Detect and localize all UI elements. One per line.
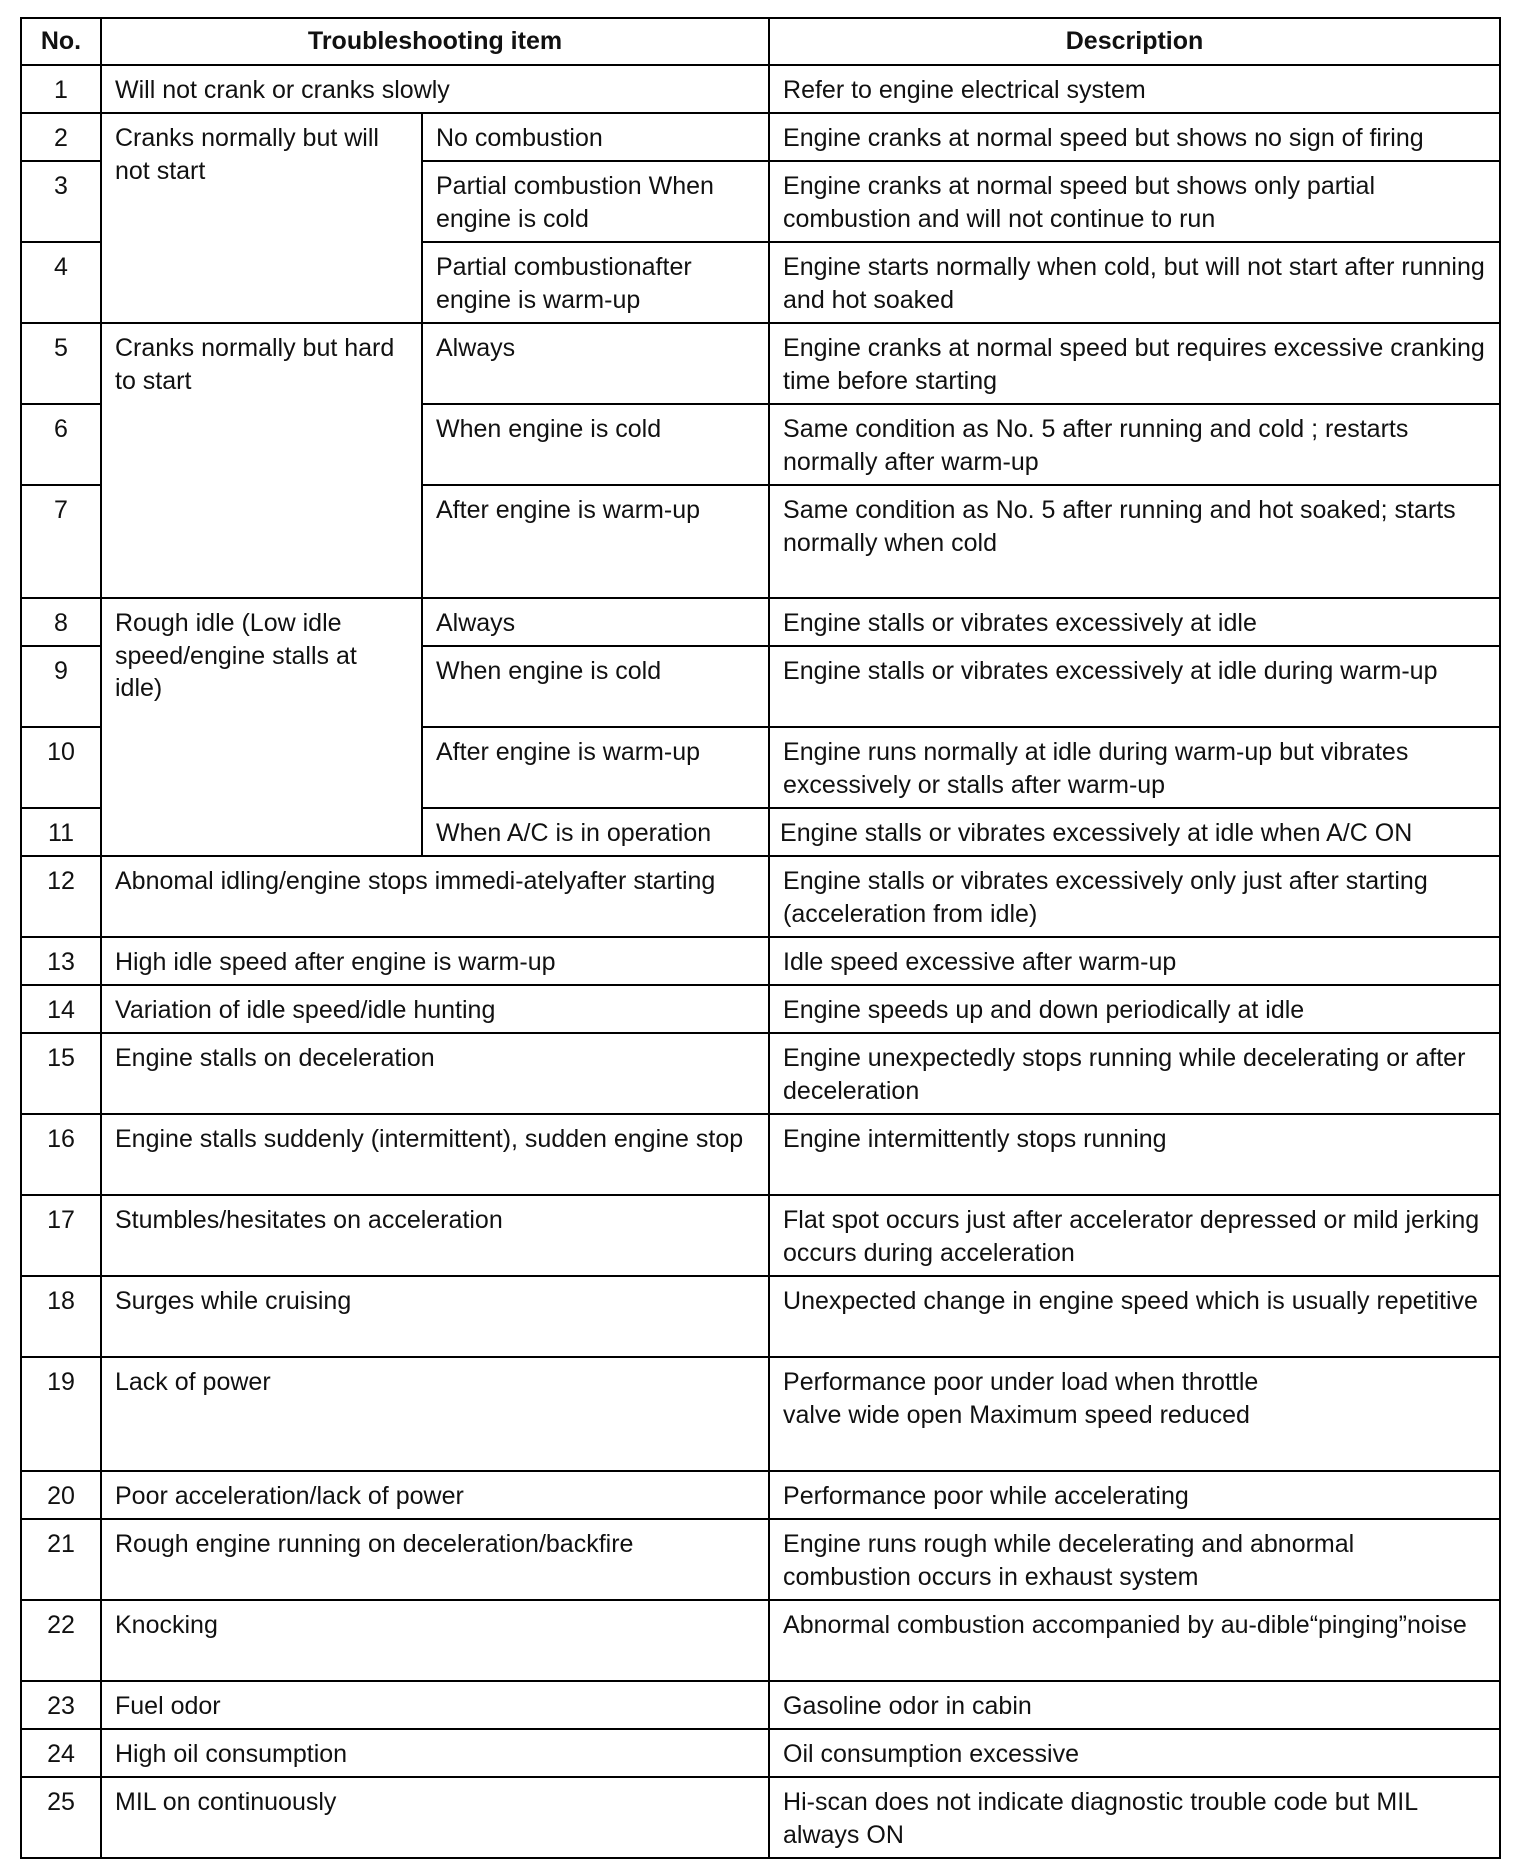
group-cranks-hard-to-start: Cranks normally but hard to start	[101, 323, 422, 598]
troubleshooting-item: After engine is warm-up	[422, 727, 769, 808]
table-row	[21, 1471, 1500, 1519]
table-row	[21, 1777, 1500, 1858]
description: Performance poor under load when throttle valve wide open Maximum speed reduced	[769, 1357, 1500, 1471]
table-row	[21, 323, 1500, 404]
troubleshooting-item: Rough engine running on deceleration/backfire	[101, 1519, 769, 1600]
troubleshooting-table	[20, 17, 1501, 1859]
row-number: 21	[21, 1519, 101, 1600]
description: Flat spot occurs just after accelerator depressed or mild jerking occurs during acceleration	[769, 1195, 1500, 1276]
table-row	[21, 1114, 1500, 1195]
table-row	[21, 1357, 1500, 1471]
header-row	[21, 18, 1500, 65]
description: Engine cranks at normal speed but requires excessive cranking time before starting	[769, 323, 1500, 404]
troubleshooting-item: MIL on continuously	[101, 1777, 769, 1858]
row-number: 3	[21, 161, 101, 242]
row-number: 7	[21, 485, 101, 598]
row-number: 6	[21, 404, 101, 485]
troubleshooting-item: Knocking	[101, 1600, 769, 1681]
description: Refer to engine electrical system	[769, 65, 1500, 113]
row-number: 23	[21, 1681, 101, 1729]
row-number: 8	[21, 598, 101, 646]
row-number: 5	[21, 323, 101, 404]
troubleshooting-item: When engine is cold	[422, 646, 769, 727]
header-troubleshooting-item: Troubleshooting item	[101, 18, 769, 65]
row-number: 13	[21, 937, 101, 985]
troubleshooting-item: Always	[422, 598, 769, 646]
description: Engine cranks at normal speed but shows no sign of firing	[769, 113, 1500, 161]
troubleshooting-item: High idle speed after engine is warm-up	[101, 937, 769, 985]
description: Engine starts normally when cold, but will not start after running and hot soaked	[769, 242, 1500, 323]
table-row	[21, 113, 1500, 161]
row-number: 10	[21, 727, 101, 808]
table-row	[21, 985, 1500, 1033]
description: Same condition as No. 5 after running and hot soaked; starts normally when cold	[769, 485, 1500, 598]
troubleshooting-item: When engine is cold	[422, 404, 769, 485]
troubleshooting-item: Surges while cruising	[101, 1276, 769, 1357]
troubleshooting-item: Engine stalls suddenly (intermittent), sudden engine stop	[101, 1114, 769, 1195]
row-number: 25	[21, 1777, 101, 1858]
description: Engine stalls or vibrates excessively at idle during warm-up	[769, 646, 1500, 727]
description: Engine runs normally at idle during warm-up but vibrates excessively or stalls after warm-up	[769, 727, 1500, 808]
troubleshooting-item: Partial combustionafter engine is warm-up	[422, 242, 769, 323]
description: Engine unexpectedly stops running while decelerating or after deceleration	[769, 1033, 1500, 1114]
table-row	[21, 1729, 1500, 1777]
row-number: 11	[21, 808, 101, 856]
troubleshooting-item: Fuel odor	[101, 1681, 769, 1729]
description: Abnormal combustion accompanied by au-dible“pinging”noise	[769, 1600, 1500, 1681]
row-number: 19	[21, 1357, 101, 1471]
table-row	[21, 1600, 1500, 1681]
description: Engine runs rough while decelerating and abnormal combustion occurs in exhaust system	[769, 1519, 1500, 1600]
row-number: 12	[21, 856, 101, 937]
description: Oil consumption excessive	[769, 1729, 1500, 1777]
row-number: 24	[21, 1729, 101, 1777]
row-number: 2	[21, 113, 101, 161]
header-no: No.	[21, 18, 101, 65]
table-row	[21, 65, 1500, 113]
group-rough-idle: Rough idle (Low idle speed/engine stalls at idle)	[101, 598, 422, 856]
troubleshooting-item: Lack of power	[101, 1357, 769, 1471]
troubleshooting-item: After engine is warm-up	[422, 485, 769, 598]
row-number: 16	[21, 1114, 101, 1195]
table-row	[21, 1276, 1500, 1357]
troubleshooting-item: No combustion	[422, 113, 769, 161]
description: Engine intermittently stops running	[769, 1114, 1500, 1195]
group-cranks-will-not-start: Cranks normally but will not start	[101, 113, 422, 323]
troubleshooting-item: Engine stalls on deceleration	[101, 1033, 769, 1114]
description: Same condition as No. 5 after running and cold ; restarts normally after warm-up	[769, 404, 1500, 485]
description: Performance poor while accelerating	[769, 1471, 1500, 1519]
troubleshooting-item: Variation of idle speed/idle hunting	[101, 985, 769, 1033]
table-row	[21, 1681, 1500, 1729]
description: Engine stalls or vibrates excessively at idle	[769, 598, 1500, 646]
row-number: 18	[21, 1276, 101, 1357]
description: Gasoline odor in cabin	[769, 1681, 1500, 1729]
row-number: 14	[21, 985, 101, 1033]
troubleshooting-item: Poor acceleration/lack of power	[101, 1471, 769, 1519]
table-row	[21, 1195, 1500, 1276]
description: Engine stalls or vibrates excessively at idle when A/C ON	[769, 808, 1500, 856]
table-row	[21, 856, 1500, 937]
description: Engine stalls or vibrates excessively only just after starting (acceleration from idle)	[769, 856, 1500, 937]
table-row	[21, 1519, 1500, 1600]
troubleshooting-item: Will not crank or cranks slowly	[101, 65, 769, 113]
row-number: 17	[21, 1195, 101, 1276]
row-number: 22	[21, 1600, 101, 1681]
description: Idle speed excessive after warm-up	[769, 937, 1500, 985]
header-description: Description	[769, 18, 1500, 65]
troubleshooting-item: Always	[422, 323, 769, 404]
description: Hi-scan does not indicate diagnostic trouble code but MIL always ON	[769, 1777, 1500, 1858]
row-number: 20	[21, 1471, 101, 1519]
table-row	[21, 1033, 1500, 1114]
row-number: 9	[21, 646, 101, 727]
troubleshooting-item: Partial combustion When engine is cold	[422, 161, 769, 242]
description: Engine cranks at normal speed but shows only partial combustion and will not continue to run	[769, 161, 1500, 242]
table-row	[21, 937, 1500, 985]
row-number: 1	[21, 65, 101, 113]
troubleshooting-item: Stumbles/hesitates on acceleration	[101, 1195, 769, 1276]
table-row	[21, 598, 1500, 646]
troubleshooting-item: When A/C is in operation	[422, 808, 769, 856]
troubleshooting-item: High oil consumption	[101, 1729, 769, 1777]
troubleshooting-item: Abnomal idling/engine stops immedi-atelyafter starting	[101, 856, 769, 937]
description: Unexpected change in engine speed which is usually repetitive	[769, 1276, 1500, 1357]
description: Engine speeds up and down periodically at idle	[769, 985, 1500, 1033]
row-number: 15	[21, 1033, 101, 1114]
row-number: 4	[21, 242, 101, 323]
